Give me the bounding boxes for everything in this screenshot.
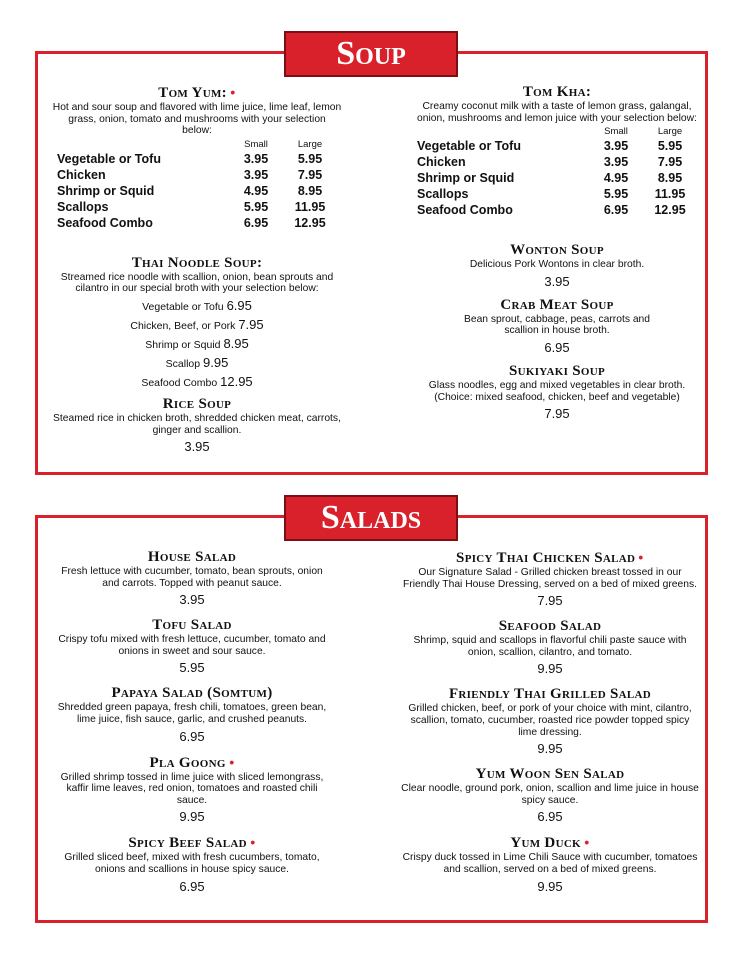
table-row: Shrimp or Squid 4.95 8.95 bbox=[57, 183, 323, 198]
rice-soup-price: 3.95 bbox=[184, 439, 210, 455]
friendly-thai-grilled-salad-item bbox=[400, 686, 700, 757]
friendly-thai-grilled-salad-title: Friendly Thai Grilled Salad bbox=[448, 686, 652, 703]
table-row: Chicken 3.95 7.95 bbox=[417, 155, 683, 170]
soup-heading: Soup bbox=[284, 31, 458, 77]
rice-soup-description: Steamed rice in chicken broth, shredded chicken meat, carrots, ginger and scallion. bbox=[53, 412, 341, 436]
papaya-salad-somtum-title: Papaya Salad (Somtum) bbox=[111, 685, 273, 702]
table-row: Seafood Combo 6.95 12.95 bbox=[57, 215, 326, 230]
seafood-salad-price: 9.95 bbox=[537, 661, 563, 677]
spicy-beef-salad-item bbox=[52, 834, 332, 894]
table-row: Scallops 5.95 11.95 bbox=[417, 187, 686, 202]
seafood-salad-item bbox=[400, 618, 700, 677]
col-large-header: Large bbox=[297, 138, 323, 150]
papaya-salad-somtum-item bbox=[52, 685, 332, 744]
house-salad-description: Fresh lettuce with cucumber, tomato, bean sprouts, onion and carrots. Topped with peanut sauce. bbox=[61, 566, 323, 589]
table-row: Vegetable or Tofu 3.95 5.95 bbox=[57, 151, 323, 166]
house-salad-price: 3.95 bbox=[179, 592, 205, 608]
wonton-soup-description: Delicious Pork Wontons in clear broth. bbox=[469, 259, 645, 271]
crab-meat-soup-description: Bean sprout, cabbage, peas, carrots and scallion in house broth. bbox=[463, 313, 651, 337]
friendly-thai-grilled-salad-price: 9.95 bbox=[537, 741, 563, 757]
col-large-header: Large bbox=[657, 126, 683, 138]
list-item: Shrimp or Squid 8.95 bbox=[145, 335, 249, 351]
seafood-salad-description: Shrimp, squid and scallops in flavorful chili paste sauce with onion, scallion, cilantro, and tomato. bbox=[413, 635, 687, 658]
sukiyaki-soup-description: Glass noodles, egg and mixed vegetables in clear broth. (Choice: mixed seafood, chicken, beef and vegetable) bbox=[428, 379, 686, 403]
list-item: Vegetable or Tofu 6.95 bbox=[142, 297, 252, 313]
papaya-salad-somtum-price: 6.95 bbox=[179, 728, 205, 744]
table-row: Scallops 5.95 11.95 bbox=[57, 199, 326, 214]
tofu-salad-description: Crispy tofu mixed with fresh lettuce, cucumber, tomato and onions in sweet and sour sauce. bbox=[58, 634, 326, 657]
tom-kha-item bbox=[412, 84, 702, 218]
papaya-salad-somtum-description: Shredded green papaya, fresh chili, tomatoes, green bean, lime juice, fish sauce, garlic, and crushed peanuts. bbox=[57, 702, 327, 725]
tofu-salad-price: 5.95 bbox=[179, 660, 205, 676]
tom-yum-item bbox=[52, 84, 342, 231]
yum-woon-sen-salad-price: 6.95 bbox=[537, 809, 563, 825]
chili-pepper-icon: ● bbox=[636, 551, 646, 563]
yum-woon-sen-salad-item bbox=[400, 766, 700, 825]
yum-woon-sen-salad-title: Yum Woon Sen Salad bbox=[475, 766, 625, 783]
seafood-salad-title: Seafood Salad bbox=[498, 618, 602, 635]
house-salad-item bbox=[52, 549, 332, 608]
wonton-soup-title: Wonton Soup bbox=[510, 242, 604, 259]
table-row: Vegetable or Tofu 3.95 5.95 bbox=[417, 139, 683, 154]
pla-goong-description: Grilled shrimp tossed in lime juice with sliced lemongrass, kaffir lime leaves, red onion, tomatoes and roasted chili sauce. bbox=[60, 771, 324, 806]
tofu-salad-title: Tofu Salad bbox=[152, 617, 232, 634]
table-row: Chicken 3.95 7.95 bbox=[57, 167, 323, 182]
soup-left-column bbox=[52, 84, 342, 455]
tofu-salad-item bbox=[52, 617, 332, 676]
tom-yum-title: Tom Yum: bbox=[158, 85, 227, 101]
spicy-thai-chicken-salad-title: Spicy Thai Chicken Salad bbox=[456, 550, 636, 566]
table-row: Seafood Combo 6.95 12.95 bbox=[417, 203, 686, 218]
chili-pepper-icon: ● bbox=[581, 836, 592, 849]
sukiyaki-soup-title: Sukiyaki Soup bbox=[508, 362, 606, 379]
salads-right-column bbox=[400, 549, 700, 895]
yum-duck-item bbox=[400, 834, 700, 894]
yum-duck-description: Crispy duck tossed in Lime Chili Sauce with cucumber, tomatoes and scallion, served on a bed of mixed greens. bbox=[402, 852, 698, 875]
thai-noodle-soup-description: Streamed rice noodle with scallion, onion, bean sprouts and cilantro in our special broth with your selection below: bbox=[60, 271, 334, 295]
tom-kha-price-table bbox=[417, 126, 697, 218]
crab-meat-soup-title: Crab Meat Soup bbox=[500, 296, 614, 313]
pla-goong-title: Pla Goong bbox=[149, 754, 226, 771]
tom-yum-price-table bbox=[57, 139, 337, 231]
thai-noodle-options bbox=[52, 297, 342, 392]
crab-meat-soup-item bbox=[412, 297, 702, 356]
spicy-thai-chicken-salad-description: Our Signature Salad - Grilled chicken breast tossed in our Friendly Thai House Dressing, served on a bed of mixed greens. bbox=[403, 567, 697, 590]
chili-pepper-icon: ● bbox=[227, 86, 238, 98]
spicy-beef-salad-description: Grilled sliced beef, mixed with fresh cucumbers, tomato, onions and scallions in house spicy sauce. bbox=[64, 852, 320, 875]
pla-goong-item bbox=[52, 754, 332, 826]
col-small-header: Small bbox=[604, 126, 628, 138]
tom-kha-description: Creamy coconut milk with a taste of lemon grass, galangal, onion, mushrooms and lemon juice with your selection below: bbox=[417, 101, 697, 124]
yum-duck-price: 9.95 bbox=[537, 878, 563, 894]
friendly-thai-grilled-salad-description: Grilled chicken, beef, or pork of your choice with mint, cilantro, scallion, tomato, cucumber, roasted rice powder topped spicy lime dressing. bbox=[408, 703, 692, 738]
chili-pepper-icon: ● bbox=[247, 836, 258, 849]
salads-left-column bbox=[52, 549, 332, 895]
spicy-thai-chicken-salad-price: 7.95 bbox=[537, 593, 563, 609]
col-small-header: Small bbox=[244, 138, 268, 150]
pla-goong-price: 9.95 bbox=[179, 809, 205, 825]
thai-noodle-soup-item bbox=[52, 255, 342, 392]
tom-yum-description: Hot and sour soup and flavored with lime juice, lime leaf, lemon grass, onion, tomato and mushrooms with your selection below: bbox=[52, 102, 342, 137]
house-salad-title: House Salad bbox=[147, 549, 237, 565]
crab-meat-soup-price: 6.95 bbox=[544, 339, 570, 355]
wonton-soup-price: 3.95 bbox=[544, 273, 570, 289]
salads-heading: Salads bbox=[284, 495, 458, 541]
list-item: Chicken, Beef, or Pork 7.95 bbox=[130, 316, 264, 332]
yum-duck-title: Yum Duck bbox=[510, 835, 581, 852]
spicy-thai-chicken-salad-item bbox=[400, 549, 700, 609]
sukiyaki-soup-item bbox=[412, 363, 702, 422]
soup-right-column bbox=[412, 84, 702, 422]
tom-kha-title: Tom Kha: bbox=[522, 84, 592, 100]
table-row: Shrimp or Squid 4.95 8.95 bbox=[417, 171, 683, 186]
rice-soup-title: Rice Soup bbox=[162, 395, 232, 412]
list-item: Scallop 9.95 bbox=[165, 354, 229, 370]
spicy-beef-salad-title: Spicy Beef Salad bbox=[128, 835, 247, 852]
thai-noodle-soup-title: Thai Noodle Soup: bbox=[131, 254, 263, 271]
yum-woon-sen-salad-description: Clear noodle, ground pork, onion, scallion and lime juice in house spicy sauce. bbox=[401, 783, 699, 806]
rice-soup-item bbox=[52, 396, 342, 455]
sukiyaki-soup-price: 7.95 bbox=[544, 406, 570, 422]
list-item: Seafood Combo 12.95 bbox=[141, 373, 253, 389]
wonton-soup-item bbox=[412, 242, 702, 290]
chili-pepper-icon: ● bbox=[226, 755, 237, 768]
spicy-beef-salad-price: 6.95 bbox=[179, 878, 205, 894]
